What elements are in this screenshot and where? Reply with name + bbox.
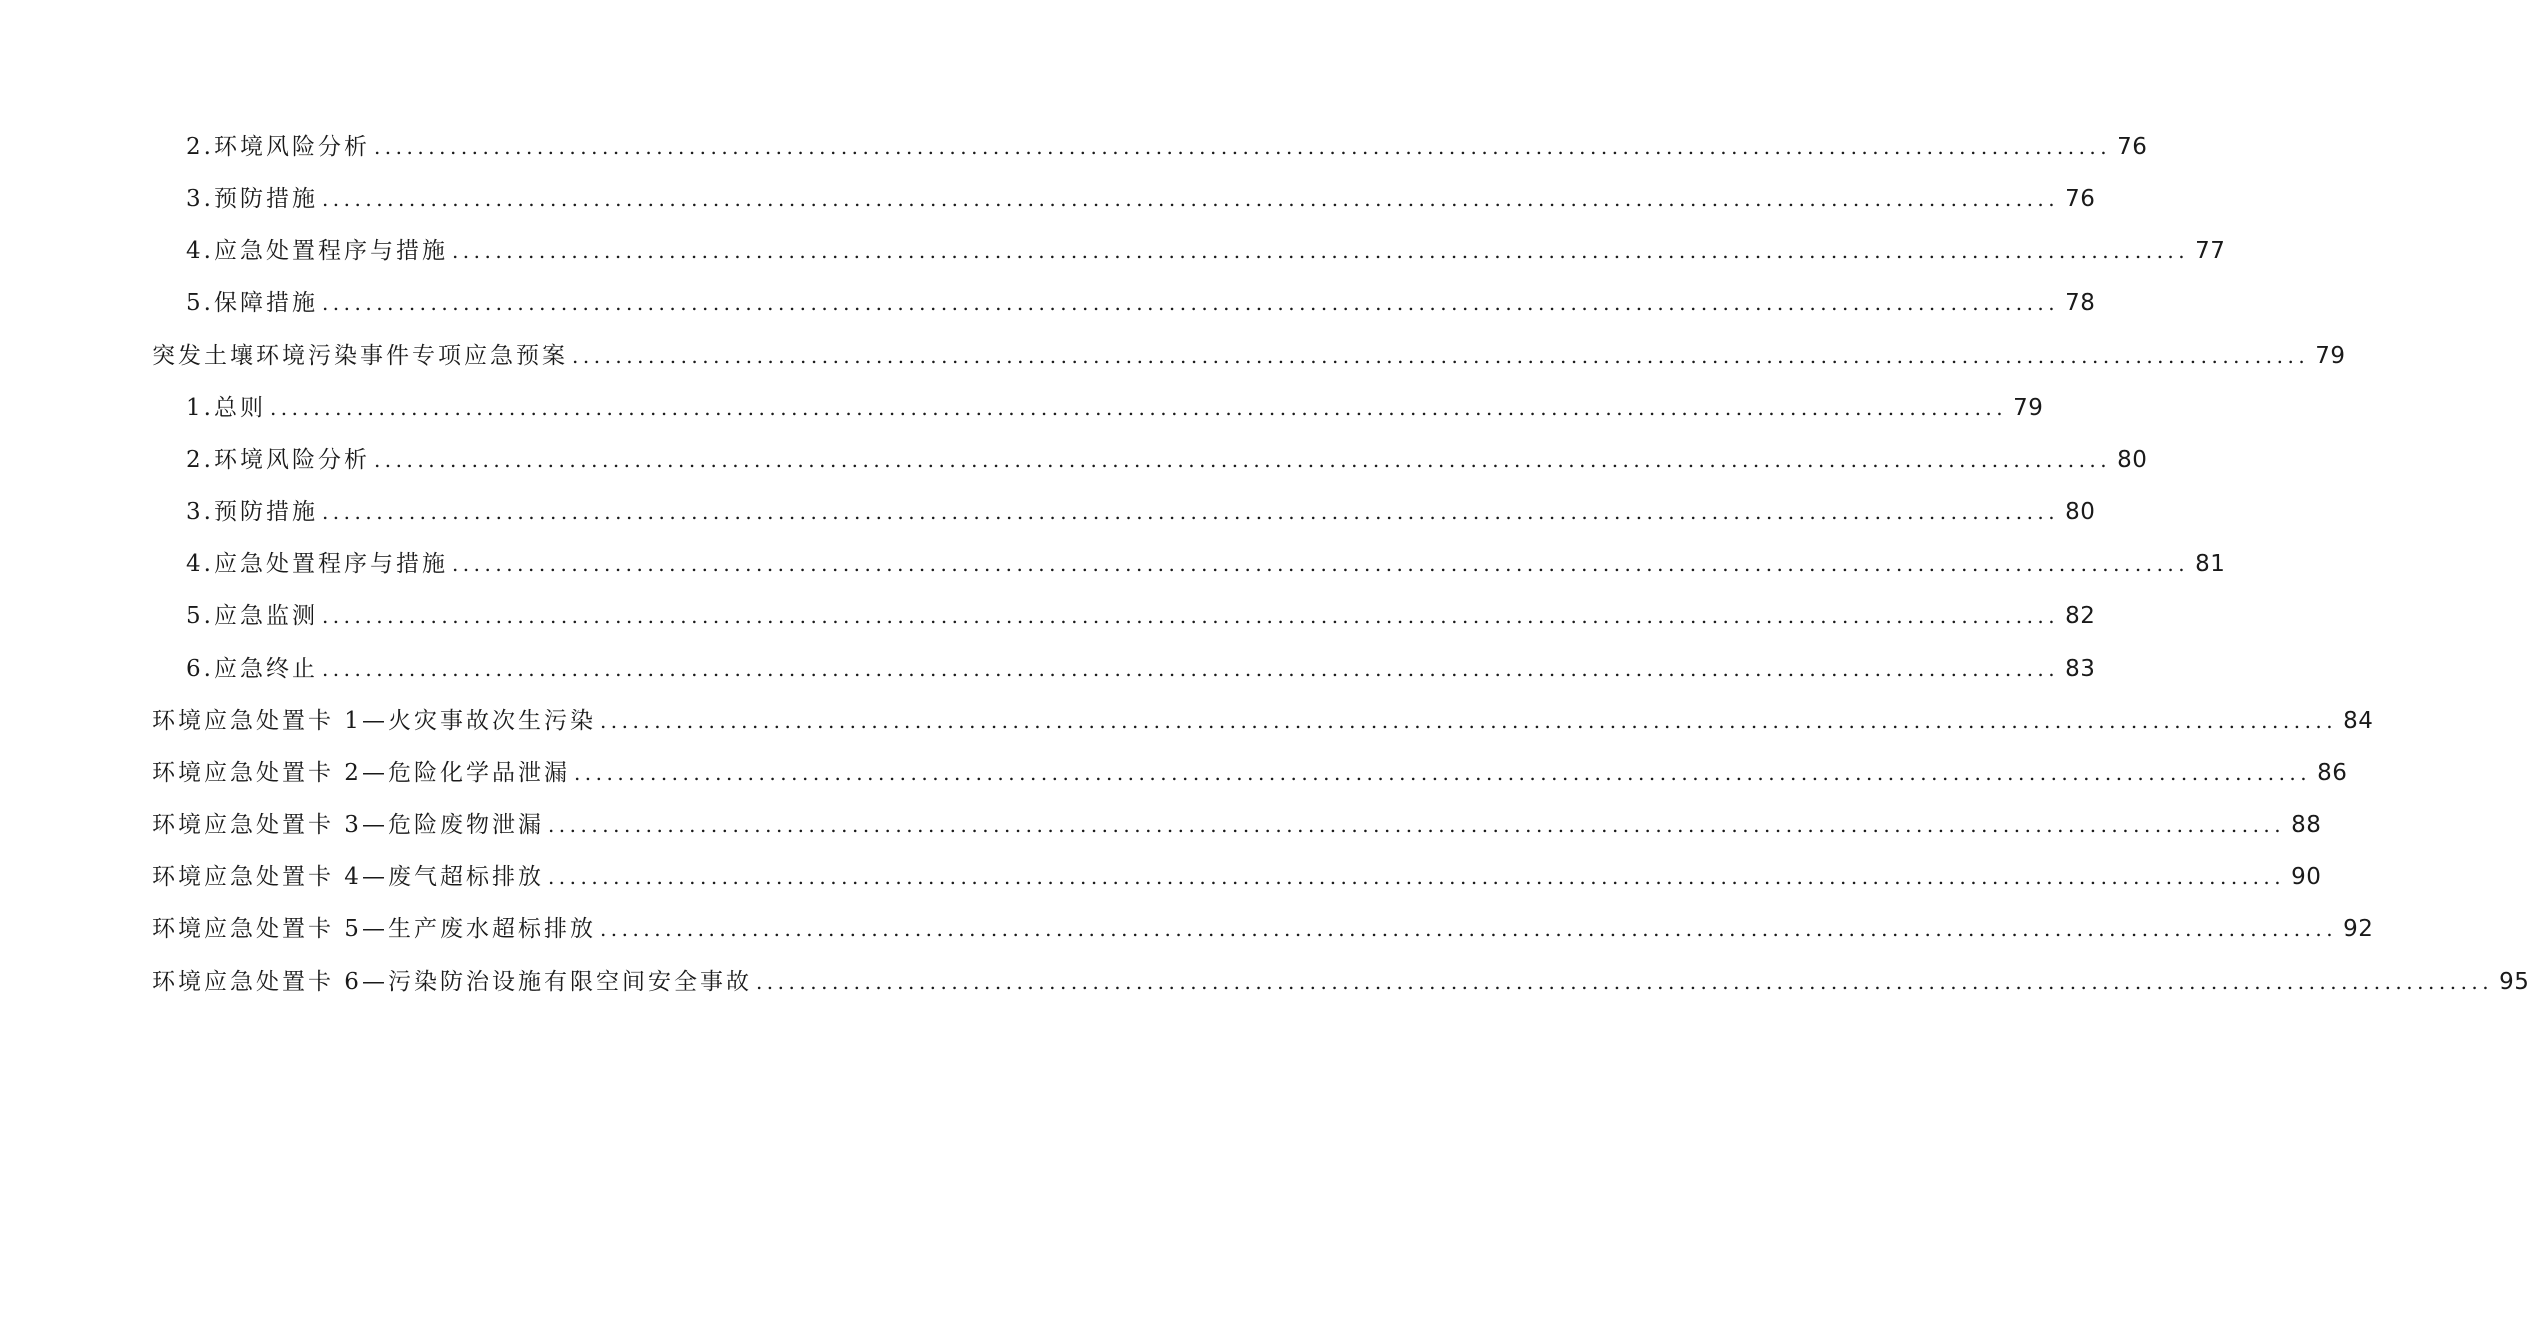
toc-entry[interactable] [186, 129, 2148, 165]
toc-entry[interactable] [152, 703, 2374, 739]
toc-entry[interactable] [186, 546, 2226, 582]
toc-entry[interactable] [152, 911, 2374, 947]
toc-entry-page: 83 [2065, 656, 2096, 682]
toc-entry-title: 3.预防措施 [186, 499, 318, 525]
toc-entry-title: 环境应急处置卡 3—危险废物泄漏 [152, 812, 544, 838]
toc-entry-title: 环境应急处置卡 1—火灾事故次生污染 [152, 708, 596, 734]
toc-entry-title: 4.应急处置程序与措施 [186, 551, 448, 577]
toc-entry-title: 5.应急监测 [186, 603, 318, 629]
toc-entry[interactable] [152, 338, 2346, 374]
toc-entry-page: 77 [2195, 238, 2226, 264]
toc-entry[interactable] [186, 285, 2096, 321]
toc-dot-leader: ................................................................................................................................................................ [269, 396, 2008, 420]
toc-dot-leader: ................................................................................................................................................................ [321, 657, 2060, 681]
toc-entry[interactable] [152, 859, 2322, 895]
toc-entry[interactable] [186, 442, 2148, 478]
toc-entry-page: 90 [2291, 864, 2322, 890]
toc-entry-title: 环境应急处置卡 4—废气超标排放 [152, 864, 544, 890]
toc-entry-page: 80 [2117, 447, 2148, 473]
toc-dot-leader: ................................................................................................................................................................ [321, 291, 2060, 315]
toc-dot-leader: ................................................................................................................................................................ [373, 448, 2112, 472]
toc-dot-leader: ................................................................................................................................................................ [599, 917, 2338, 941]
toc-entry-page: 80 [2065, 499, 2096, 525]
toc-entry[interactable] [186, 233, 2226, 269]
toc-entry-title: 1.总则 [186, 395, 266, 421]
toc-entry[interactable] [152, 964, 2529, 1000]
toc-dot-leader: ................................................................................................................................................................ [755, 970, 2494, 994]
toc-entry-title: 5.保障措施 [186, 290, 318, 316]
toc-entry[interactable] [186, 181, 2096, 217]
toc-dot-leader: ................................................................................................................................................................ [451, 239, 2190, 263]
toc-entry-page: 79 [2013, 395, 2044, 421]
toc-entry-page: 82 [2065, 603, 2096, 629]
toc-entry[interactable] [186, 651, 2096, 687]
toc-entry[interactable] [186, 390, 2044, 426]
toc-entry-page: 81 [2195, 551, 2226, 577]
toc-entry-title: 3.预防措施 [186, 186, 318, 212]
toc-entry-title: 2.环境风险分析 [186, 447, 370, 473]
toc-entry-title: 环境应急处置卡 5—生产废水超标排放 [152, 916, 596, 942]
toc-entry-page: 79 [2315, 343, 2346, 369]
toc-dot-leader: ................................................................................................................................................................ [321, 604, 2060, 628]
toc-entry-title: 6.应急终止 [186, 656, 318, 682]
toc-entry-page: 76 [2117, 134, 2148, 160]
toc-dot-leader: ................................................................................................................................................................ [321, 500, 2060, 524]
toc-dot-leader: ................................................................................................................................................................ [373, 135, 2112, 159]
toc-entry[interactable] [152, 755, 2348, 791]
toc-entry-page: 78 [2065, 290, 2096, 316]
toc-entry-page: 92 [2343, 916, 2374, 942]
toc-entry-title: 突发土壤环境污染事件专项应急预案 [152, 343, 568, 369]
toc-dot-leader: ................................................................................................................................................................ [547, 813, 2286, 837]
toc-dot-leader: ................................................................................................................................................................ [599, 709, 2338, 733]
toc-entry-title: 环境应急处置卡 6—污染防治设施有限空间安全事故 [152, 969, 752, 995]
toc-entry-page: 86 [2317, 760, 2348, 786]
toc-entry-title: 2.环境风险分析 [186, 134, 370, 160]
toc-entry[interactable] [152, 807, 2322, 843]
toc-dot-leader: ................................................................................................................................................................ [573, 761, 2312, 785]
toc-entry-page: 95 [2499, 969, 2529, 995]
toc-dot-leader: ................................................................................................................................................................ [321, 187, 2060, 211]
toc-dot-leader: ................................................................................................................................................................ [451, 552, 2190, 576]
toc-entry[interactable] [186, 494, 2096, 530]
toc-entry-title: 4.应急处置程序与措施 [186, 238, 448, 264]
toc-entry[interactable] [186, 598, 2096, 634]
toc-entry-page: 84 [2343, 708, 2374, 734]
toc-dot-leader: ................................................................................................................................................................ [547, 865, 2286, 889]
toc-entry-page: 76 [2065, 186, 2096, 212]
toc-entry-title: 环境应急处置卡 2—危险化学品泄漏 [152, 760, 570, 786]
toc-entry-page: 88 [2291, 812, 2322, 838]
toc-dot-leader: ................................................................................................................................................................ [572, 344, 2310, 368]
